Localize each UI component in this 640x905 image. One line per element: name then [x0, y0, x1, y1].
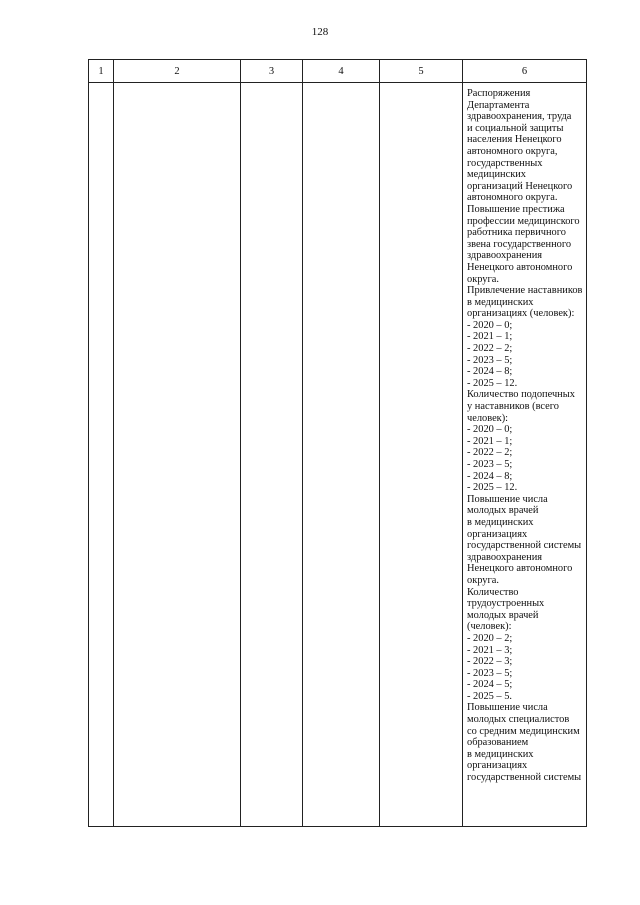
text-line: профессии медицинского	[467, 215, 580, 227]
text-line: Привлечение наставников	[467, 285, 583, 297]
text-line: организациях (человек):	[467, 308, 575, 320]
text-line: Ненецкого автономного	[467, 261, 573, 273]
text-line: организациях	[467, 528, 528, 540]
header-row	[89, 60, 587, 83]
text-line: Департамента	[467, 99, 530, 111]
text-line: - 2023 – 5;	[467, 459, 513, 470]
text-line: - 2023 – 5;	[467, 354, 513, 366]
cell-col-2	[114, 83, 241, 827]
text-line: - 2025 – 5.	[467, 690, 513, 702]
column-6-text	[463, 83, 586, 784]
text-line: Количество	[467, 586, 519, 598]
text-line: Повышение числа	[467, 702, 548, 714]
text-line: со средним медицинским	[467, 725, 580, 737]
text-line: - 2025 – 12.	[467, 482, 518, 494]
cell-col-4	[303, 83, 380, 827]
text-line: здравоохранения	[467, 551, 543, 563]
text-line: населения Ненецкого	[467, 134, 562, 146]
text-line: - 2021 – 1;	[467, 435, 513, 447]
text-line: Распоряжения	[467, 88, 531, 99]
text-line: (человек):	[467, 621, 512, 633]
page-number: 128	[311, 26, 329, 38]
text-line: Ненецкого автономного	[467, 563, 573, 575]
text-line: - 2024 – 8;	[467, 470, 513, 482]
text-line: государственной системы	[467, 540, 582, 552]
column-header-6: 6	[463, 60, 587, 83]
text-line: медицинских	[467, 169, 526, 181]
text-line: округа.	[467, 574, 499, 586]
text-line: у наставников (всего	[467, 401, 559, 413]
text-line: государственных	[467, 157, 543, 169]
text-line: - 2022 – 2;	[467, 343, 513, 355]
text-line: организаций Ненецкого	[467, 180, 573, 192]
text-line: автономного округа.	[467, 192, 558, 204]
text-line: здравоохранения, труда	[467, 111, 572, 123]
cell-col-3	[241, 83, 303, 827]
text-line: - 2022 – 2;	[467, 447, 513, 459]
table-row	[89, 83, 587, 827]
data-table	[88, 59, 587, 827]
text-line: - 2020 – 2;	[467, 632, 513, 644]
text-line: работника первичного	[467, 227, 566, 239]
text-line: автономного округа,	[467, 145, 558, 157]
text-line: молодых врачей	[467, 505, 539, 517]
text-line: человек):	[467, 412, 509, 424]
cell-col-5	[380, 83, 463, 827]
text-line: в медицинских	[467, 748, 534, 760]
text-line: Повышение престижа	[467, 203, 565, 215]
column-header-4: 4	[303, 60, 380, 83]
text-line: организациях	[467, 760, 528, 772]
column-header-5: 5	[380, 60, 463, 83]
text-line: молодых специалистов	[467, 714, 570, 726]
text-line: в медицинских	[467, 296, 534, 308]
text-line: здравоохранения	[467, 250, 543, 262]
text-line: - 2021 – 1;	[467, 331, 513, 343]
text-line: - 2020 – 0;	[467, 319, 513, 331]
text-line: округа.	[467, 273, 499, 285]
text-line: Количество подопечных	[467, 389, 575, 401]
cell-col-6	[463, 83, 587, 827]
text-line: - 2024 – 5;	[467, 679, 513, 691]
text-line: - 2024 – 8;	[467, 366, 513, 378]
column-header-3: 3	[241, 60, 303, 83]
text-line: - 2025 – 12.	[467, 377, 518, 389]
text-line: Повышение числа	[467, 493, 548, 505]
text-line: - 2022 – 3;	[467, 656, 513, 668]
column-header-1: 1	[89, 60, 114, 83]
text-line: трудоустроенных	[467, 598, 545, 610]
text-line: и социальной защиты	[467, 122, 564, 134]
text-line: - 2020 – 0;	[467, 424, 513, 436]
cell-col-1	[89, 83, 114, 827]
text-line: в медицинских	[467, 516, 534, 528]
text-line: - 2023 – 5;	[467, 667, 513, 679]
text-line: образованием	[467, 737, 529, 749]
text-line: государственной системы	[467, 772, 582, 784]
text-line: звена государственного	[467, 238, 572, 250]
text-line: молодых врачей	[467, 609, 539, 621]
text-line: - 2021 – 3;	[467, 644, 513, 656]
column-header-2: 2	[114, 60, 241, 83]
